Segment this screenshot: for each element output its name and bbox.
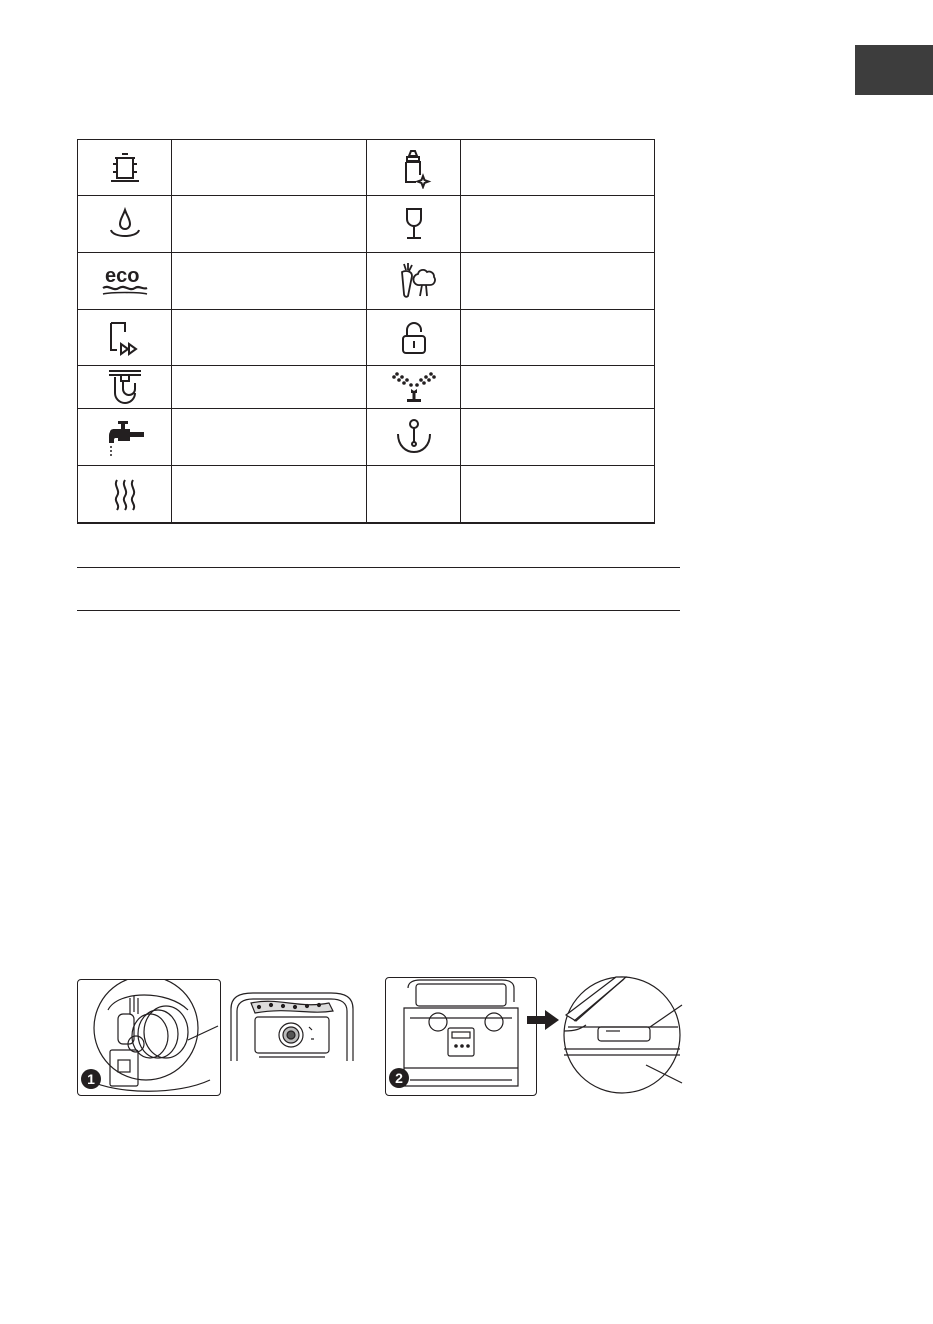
quick-wash-icon <box>78 310 172 366</box>
symbol-description <box>461 310 655 366</box>
water-drop-icon <box>78 196 172 253</box>
eco-icon <box>78 253 172 310</box>
symbol-description <box>172 466 367 523</box>
heat-drying-icon <box>78 466 172 523</box>
language-tab <box>855 45 933 95</box>
section-rule-bottom <box>77 610 680 611</box>
empty-icon-cell <box>367 466 461 523</box>
section-rule-top <box>77 567 680 568</box>
figure-1-filter-detail <box>229 991 355 1061</box>
symbol-description <box>172 253 367 310</box>
symbol-description <box>461 196 655 253</box>
symbol-description <box>461 466 655 523</box>
vegetables-icon <box>367 253 461 310</box>
svg-text:eco: eco <box>104 265 139 287</box>
symbol-description <box>461 366 655 409</box>
figure-number-badge: 1 <box>81 1069 101 1089</box>
table-row <box>78 253 655 310</box>
drain-pipe-icon <box>78 366 172 409</box>
table-row <box>78 310 655 366</box>
table-row <box>78 466 655 523</box>
symbol-description <box>172 409 367 466</box>
figure-number-badge: 2 <box>389 1068 409 1088</box>
water-tap-icon <box>78 409 172 466</box>
symbol-description <box>461 140 655 196</box>
water-temperature-icon <box>367 409 461 466</box>
symbol-description <box>172 310 367 366</box>
table-row <box>78 196 655 253</box>
figure-1-dishwasher-interior <box>77 979 221 1096</box>
padlock-icon <box>367 310 461 366</box>
baby-bottle-sparkle-icon <box>367 140 461 196</box>
symbol-description <box>172 366 367 409</box>
symbol-description <box>172 196 367 253</box>
table-row <box>78 140 655 196</box>
pot-with-lid-icon <box>78 140 172 196</box>
figure-2-dishwasher-front <box>385 977 537 1096</box>
symbol-description <box>461 253 655 310</box>
wine-glass-icon <box>367 196 461 253</box>
symbol-description <box>461 409 655 466</box>
symbol-description <box>172 140 367 196</box>
table-row <box>78 409 655 466</box>
symbol-table <box>77 139 655 524</box>
table-row <box>78 366 655 409</box>
spray-arm-icon <box>367 366 461 409</box>
figure-2-latch-detail <box>556 975 688 1097</box>
